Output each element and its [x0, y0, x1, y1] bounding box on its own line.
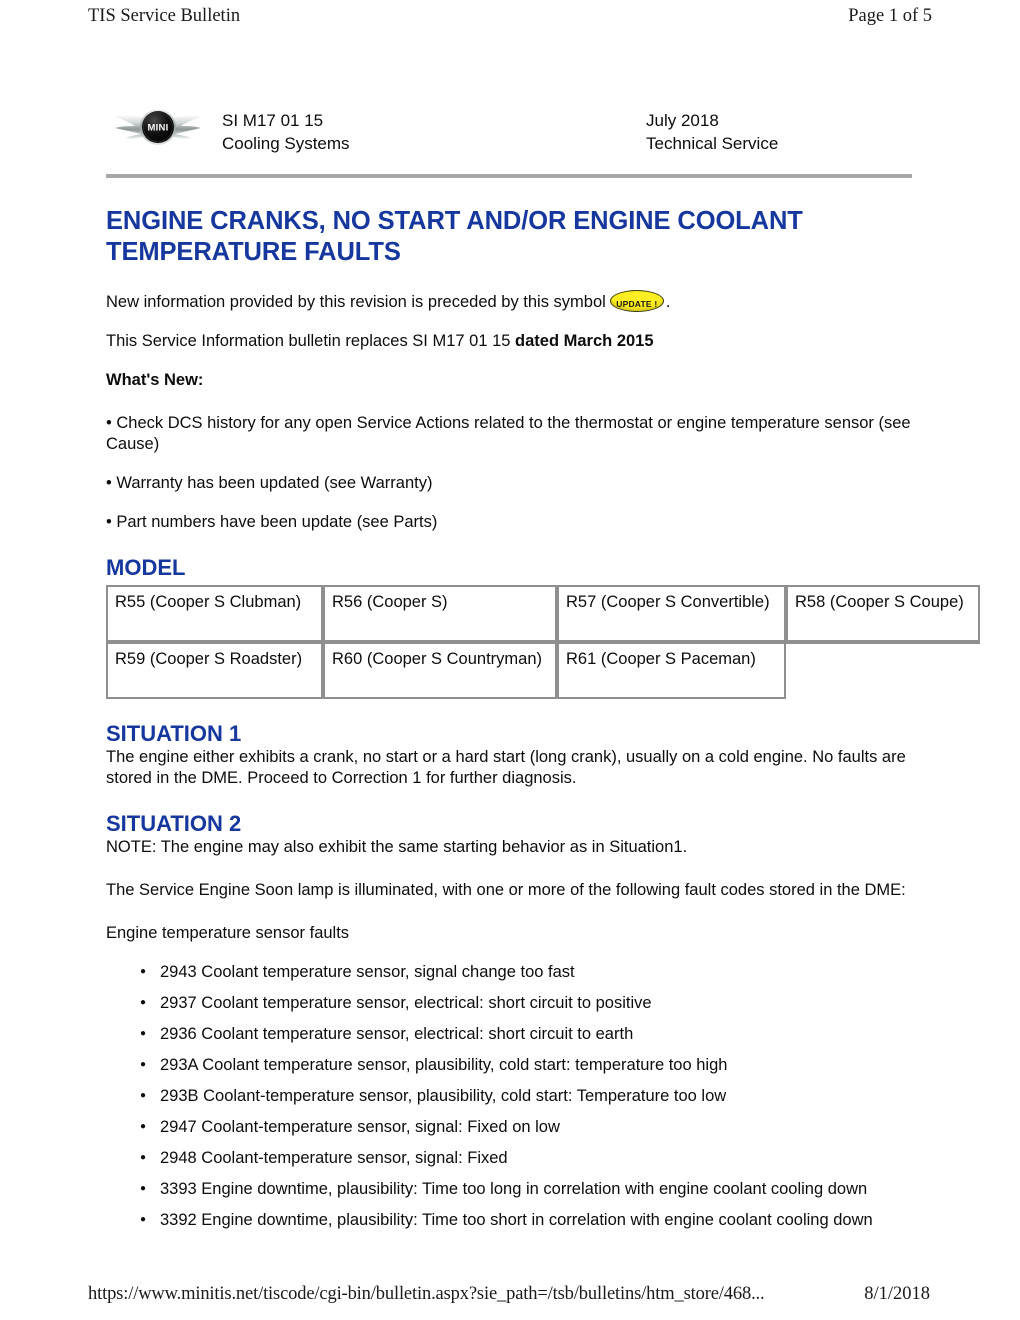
list-item: ● 2947 Coolant-temperature sensor, signal: Fixed on low [160, 1117, 912, 1138]
fault-code-list [106, 962, 912, 1231]
model-cell: R58 (Cooper S Coupe) [786, 585, 980, 642]
list-item: ● 2936 Coolant temperature sensor, electrical: short circuit to earth [160, 1024, 912, 1045]
whats-new-item-1: • Check DCS history for any open Service Actions related to the thermostat or engine temperature sensor (see Cause) [106, 414, 911, 453]
print-header-page-number: Page 1 of 5 [848, 6, 932, 26]
svg-text:MINI: MINI [147, 122, 169, 134]
list-item: ● 2943 Coolant temperature sensor, signal change too fast [160, 962, 912, 983]
print-footer [88, 1284, 932, 1306]
list-item: ● 2948 Coolant-temperature sensor, signal: Fixed [160, 1148, 912, 1169]
model-cell: R56 (Cooper S) [323, 585, 557, 642]
whats-new-item-2: • Warranty has been updated (see Warranty) [106, 474, 433, 492]
replaces-note [106, 331, 912, 352]
whats-new-item-3: • Part numbers have been update (see Parts) [106, 513, 438, 531]
bulletin-header [106, 100, 912, 162]
table-row [106, 585, 980, 642]
si-department: Technical Service [646, 134, 779, 153]
model-cell-empty [786, 642, 980, 699]
model-table [106, 585, 980, 699]
print-footer-date: 8/1/2018 [864, 1284, 930, 1304]
model-cell: R57 (Cooper S Convertible) [557, 585, 786, 642]
bulletin-id-block [222, 109, 350, 155]
mini-wings-logo-icon [110, 104, 206, 150]
list-item: ● 3393 Engine downtime, plausibility: Time too long in correlation with engine coolant cooling down [160, 1179, 912, 1200]
header-divider [106, 174, 912, 178]
si-group: Cooling Systems [222, 134, 350, 153]
print-header-title: TIS Service Bulletin [88, 6, 241, 26]
replaces-note-text: This Service Information bulletin replaces SI M17 01 15 [106, 332, 516, 350]
list-item: ● 3392 Engine downtime, plausibility: Time too short in correlation with engine coolant cooling down [160, 1210, 912, 1231]
list-item: ● 2937 Coolant temperature sensor, electrical: short circuit to positive [160, 993, 912, 1014]
si-date: July 2018 [646, 111, 719, 130]
whats-new-heading: What's New: [106, 371, 204, 389]
document-body [106, 100, 964, 1241]
revision-note [106, 290, 912, 313]
situation-2-note: NOTE: The engine may also exhibit the same starting behavior as in Situation1. [106, 838, 688, 856]
bulletin-date-block [646, 109, 778, 155]
table-row [106, 642, 980, 699]
replaces-note-date: dated March 2015 [515, 332, 654, 350]
revision-note-period: . [665, 293, 671, 311]
revision-note-text: New information provided by this revision is preceded by this symbol [106, 293, 606, 311]
model-cell: R61 (Cooper S Paceman) [557, 642, 786, 699]
situation-1-text: The engine either exhibits a crank, no start or a hard start (long crank), usually on a cold engine. No faults are stored in the DME. Proceed to Correction 1 for further diagnosis. [106, 748, 906, 787]
list-item: ● 293B Coolant-temperature sensor, plausibility, cold start: Temperature too low [160, 1086, 912, 1107]
update-badge-label: UPDATE ! [616, 299, 658, 309]
print-footer-url: https://www.minitis.net/tiscode/cgi-bin/bulletin.aspx?sie_path=/tsb/bulletins/htm_store/468... [88, 1284, 765, 1304]
page-title: ENGINE CRANKS, NO START AND/OR ENGINE COOLANT TEMPERATURE FAULTS [106, 207, 803, 266]
fault-group-label: Engine temperature sensor faults [106, 924, 350, 942]
situation-2-lamp-text: The Service Engine Soon lamp is illuminated, with one or more of the following fault codes stored in the DME: [106, 881, 906, 899]
list-item: ● 293A Coolant temperature sensor, plausibility, cold start: temperature too high [160, 1055, 912, 1076]
situation-1-heading: SITUATION 1 [106, 721, 242, 746]
model-cell: R55 (Cooper S Clubman) [106, 585, 323, 642]
update-badge-icon [610, 290, 664, 312]
si-number: SI M17 01 15 [222, 111, 324, 130]
situation-2-heading: SITUATION 2 [106, 811, 242, 836]
print-header [88, 6, 932, 28]
model-cell: R59 (Cooper S Roadster) [106, 642, 323, 699]
model-cell: R60 (Cooper S Countryman) [323, 642, 557, 699]
model-heading: MODEL [106, 555, 186, 580]
